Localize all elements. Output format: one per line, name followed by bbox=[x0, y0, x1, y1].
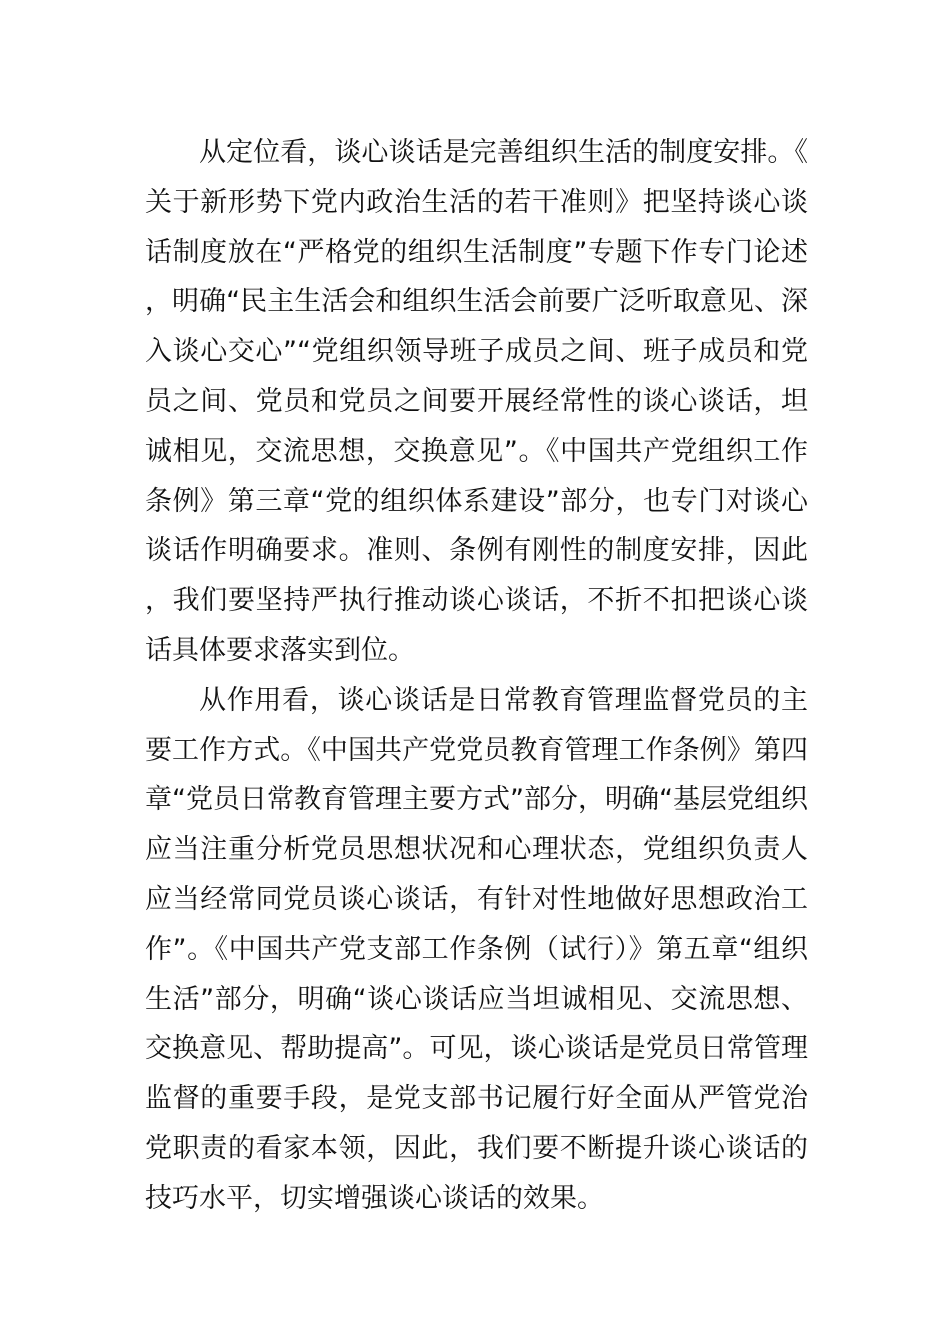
document-body bbox=[145, 128, 808, 1224]
paragraph-positioning: 从定位看，谈心谈话是完善组织生活的制度安排。《关于新形势下党内政治生活的若干准则》把坚持谈心谈话制度放在“严格党的组织生活制度”专题下作专门论述，明确“民主生活会和组织生活会前要广泛听取意见、深入谈心交心”“党组织领导班子成员之间、班子成员和党员之间、党员和党员之间要开展经常性的谈心谈话，坦诚相见，交流思想，交换意见”。《中国共产党组织工作条例》第三章“党的组织体系建设”部分，也专门对谈心谈话作明确要求。准则、条例有刚性的制度安排，因此，我们要坚持严执行推动谈心谈话，不折不扣把谈心谈话具体要求落实到位。 bbox=[145, 137, 808, 666]
paragraph-function: 从作用看，谈心谈话是日常教育管理监督党员的主要工作方式。《中国共产党党员教育管理工作条例》第四章“党员日常教育管理主要方式”部分，明确“基层党组织应当注重分析党员思想状况和心理状态，党组织负责人应当经常同党员谈心谈话，有针对性地做好思想政治工作”。《中国共产党支部工作条例（试行）》第五章“组织生活”部分，明确“谈心谈话应当坦诚相见、交流思想、交换意见、帮助提高”。可见，谈心谈话是党员日常管理监督的重要手段，是党支部书记履行好全面从严管党治党职责的看家本领，因此，我们要不断提升谈心谈话的技巧水平，切实增强谈心谈话的效果。 bbox=[145, 684, 808, 1214]
